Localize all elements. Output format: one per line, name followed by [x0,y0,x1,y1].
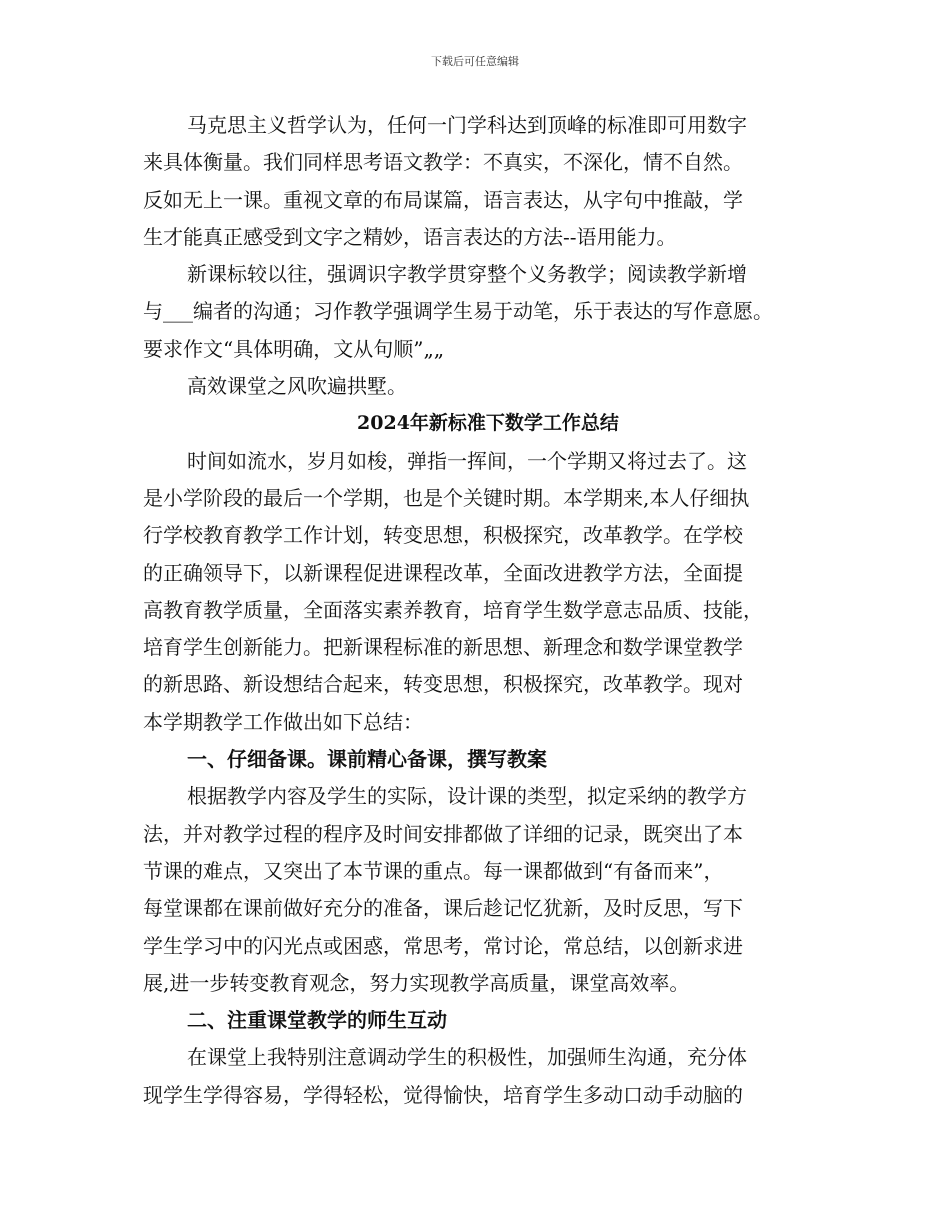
section-heading: 二、注重课堂教学的师生互动 [187,1008,447,1033]
text-line: 在课堂上我特别注意调动学生的积极性，加强师生沟通，充分体 [187,1045,747,1070]
text-line: 反如无上一课。重视文章的布局谋篇，语言表达，从字句中推敲，学 [143,187,743,212]
text-line: 是小学阶段的最后一个学期，也是个关键时期。本学期来,本人仔细执 [143,485,750,510]
text-line: 生才能真正感受到文字之精妙，语言表达的方法--语用能力。 [143,224,677,249]
text-line: 来具体衡量。我们同样思考语文教学：不真实，不深化，情不自然。 [143,150,743,175]
text-line: 的新思路、新设想结合起来，转变思想，积极探究，改革教学。现对 [143,672,743,697]
text-line: 马克思主义哲学认为，任何一门学科达到顶峰的标准即可用数字 [187,113,747,137]
text-line: 高教育教学质量，全面落实素养教育，培育学生数学意志品质、技能， [143,597,763,622]
section-title: 2024年新标准下数学工作总结 [357,412,619,435]
text-line: 要求作文“具体明确，文从句顺”„„ [143,336,445,361]
text-line: 时间如流水，岁月如梭，弹指一挥间，一个学期又将过去了。这 [187,448,747,473]
document-body [143,109,823,1116]
text-line: 每堂课都在课前做好充分的准备，课后趁记忆犹新，及时反思，写下 [143,896,743,921]
text-line: 新课标较以往，强调识字教学贯穿整个义务教学；阅读教学新增 [187,262,747,287]
text-line: 行学校教育教学工作计划，转变思想，积极探究，改革教学。在学校 [143,523,743,548]
text-line: 与___编者的沟通；习作教学强调学生易于动笔，乐于表达的写作意愿。 [143,299,773,324]
text-line: 的正确领导下，以新课程促进课程改革，全面改进教学方法，全面提 [143,560,743,585]
text-line: 节课的难点，又突出了本节课的重点。每一课都做到“有备而来”， [143,858,724,883]
section-heading: 一、仔细备课。课前精心备课，撰写教案 [187,747,547,772]
text-line: 现学生学得容易，学得轻松，觉得愉快，培育学生多动口动手动脑的 [143,1082,743,1107]
text-line: 法，并对教学过程的程序及时间安排都做了详细的记录，既突出了本 [143,821,743,846]
text-line: 展,进一步转变教育观念，努力实现教学高质量，课堂高效率。 [143,970,690,995]
page-header-note: 下载后可任意编辑 [431,55,519,68]
text-line: 本学期教学工作做出如下总结： [143,709,423,734]
text-line: 培育学生创新能力。把新课程标准的新思想、新理念和数学课堂教学 [143,635,743,660]
text-line: 学生学习中的闪光点或困惑，常思考，常讨论，常总结，以创新求进 [143,933,743,958]
text-line: 根据教学内容及学生的实际，设计课的类型，拟定采纳的教学方 [187,784,747,809]
text-line: 高效课堂之风吹遍拱墅。 [187,374,407,399]
